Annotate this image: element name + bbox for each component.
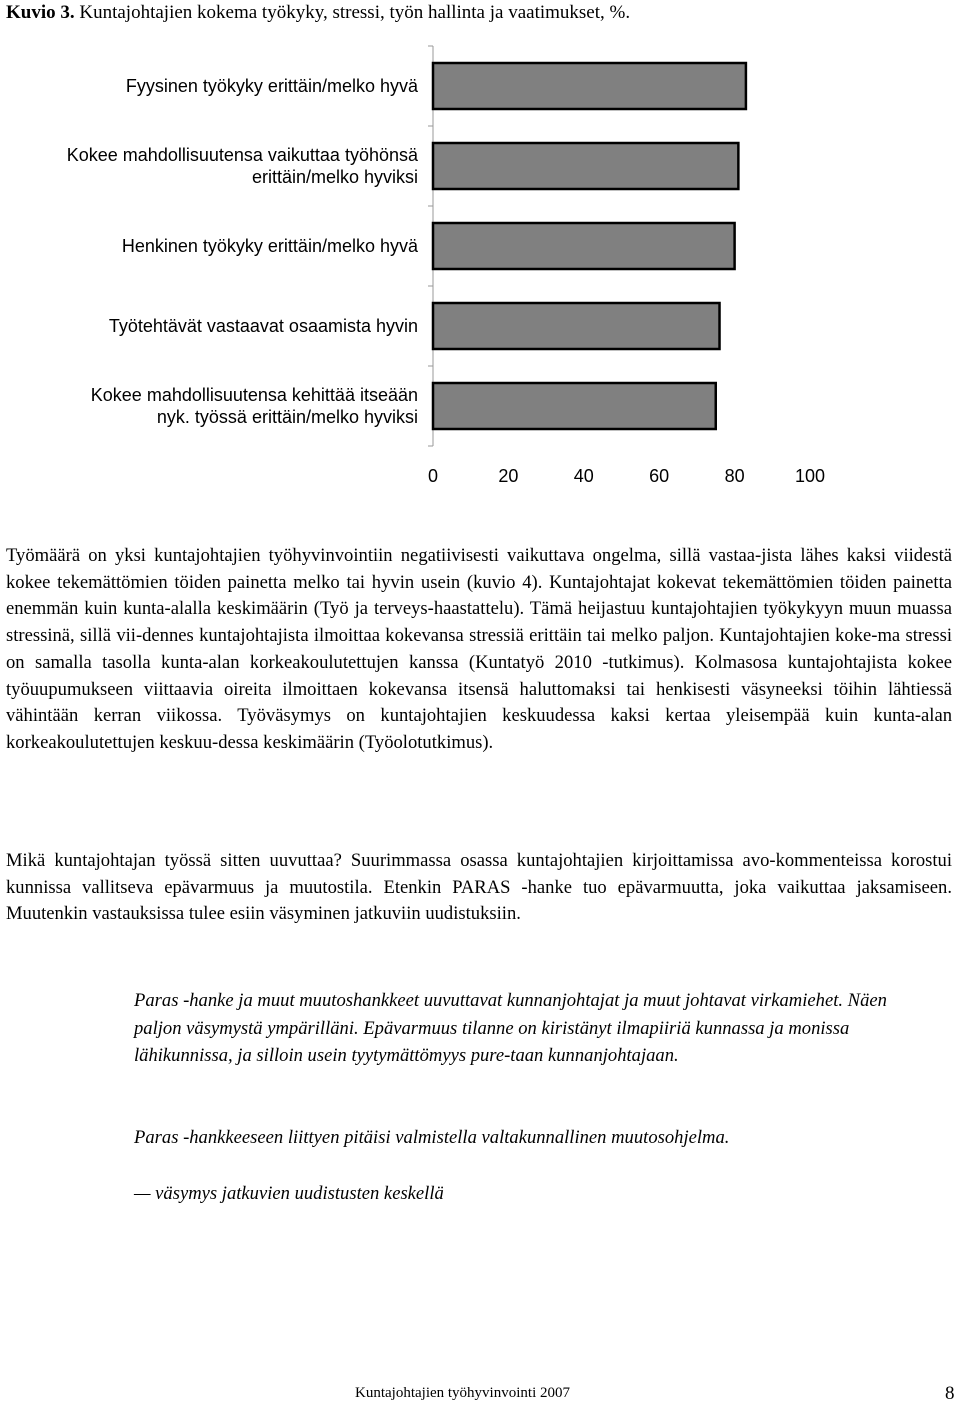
bar — [433, 303, 720, 349]
bar — [433, 383, 716, 429]
quote-1: Paras -hanke ja muut muutoshankkeet uuvuttavat kunnanjohtajat ja muut johtavat virkamiehet. Näen paljon väsymystä ympärilläni. Epävarmuus tilanne on kiristänyt ilmapiiriä kunnassa ja monissa lähikunnissa, ja silloin usein tyytymättömyys pure-taan kunnanjohtajaan. — [134, 990, 887, 1066]
chart-tick-labels — [428, 466, 825, 486]
x-tick-label: 40 — [573, 466, 594, 486]
category-label: Henkinen työkyky erittäin/melko hyvä — [121, 236, 418, 256]
category-label: Työtehtävät vastaavat osaamista hyvin — [108, 316, 418, 336]
category-label: Kokee mahdollisuutensa kehittää itseään — [90, 385, 418, 405]
bar — [433, 63, 746, 109]
quote-2: Paras -hankkeeseen liittyen pitäisi valmistella valtakunnallinen muutosohjelma. — [134, 1127, 730, 1148]
x-tick-label: 60 — [649, 466, 670, 486]
x-tick-label: 100 — [794, 466, 826, 486]
chart-bars — [433, 63, 746, 429]
category-label: erittäin/melko hyviksi — [251, 167, 418, 187]
chart-category-labels — [67, 76, 419, 427]
category-label: Fyysinen työkyky erittäin/melko hyvä — [125, 76, 418, 96]
x-tick-label: 80 — [724, 466, 745, 486]
x-tick-label: 20 — [498, 466, 519, 486]
quote-3: — väsymys jatkuvien uudistusten keskellä — [134, 1183, 444, 1204]
paragraph-1: Työmäärä on yksi kuntajohtajien työhyvinvointiin negatiivisesti vaikuttava ongelma, sillä vastaa-jista lähes kaksi viidestä kokee tekemättömien töiden painetta melko tai hyvin usein (kuvio 4). Kuntajohtajat kokevat tekemättömien töiden painetta enemmän kuin kunta-alalla keskimäärin (Työ ja terveys-haastattelu). Tämä heijastuu kuntajohtajien työkykyyn muun muassa stressinä, sillä vii-dennes kuntajohtajista ilmoittaa kokevansa stressiä erittäin tai melko paljon. Kuntajohtajien koke-ma stressi on samalla tasolla kunta-alan korkeakoulutettujen kanssa (Kuntatyö 2010 -tutkimus). Kolmasosa kuntajohtajista kokee työuupumukseen viittaavia oireita ilmoittaen kokevansa itsensä haluttomaksi tai henkisesti väsyneeksi töihin lähtiessä vähintään kerran viikossa. Työväsymys on kuntajohtajien keskuudessa kaksi kertaa yleisempää kuin kunta-alan korkeakoulutettujen keskuu-dessa keskimäärin (Työolotutkimus). — [6, 545, 952, 753]
x-tick-label: 0 — [427, 466, 439, 486]
category-label: Kokee mahdollisuutensa vaikuttaa työhönsä — [66, 145, 418, 165]
figure-caption-label: Kuvio 3. — [6, 2, 75, 23]
figure-caption-text: Kuntajohtajien kokema työkyky, stressi, työn hallinta ja vaatimukset, %. — [74, 2, 631, 23]
figure-caption — [6, 0, 630, 26]
bar — [433, 143, 738, 189]
page-number: 8 — [945, 1383, 955, 1404]
bar — [433, 223, 735, 269]
paragraph-2: Mikä kuntajohtajan työssä sitten uuvuttaa? Suurimmassa osassa kuntajohtajien kirjoittamissa avo-kommenteissa korostui kunnissa vallitseva epävarmuus ja muutostila. Etenkin PARAS -hanke tuo epävarmuutta, joka vaikuttaa jaksamiseen. Muutenkin vastauksissa tulee esiin väsyminen jatkuviin uudistuksiin. — [6, 850, 952, 925]
category-label: nyk. työssä erittäin/melko hyviksi — [156, 407, 418, 427]
page-footer: Kuntajohtajien työhyvinvointi 2007 — [355, 1385, 570, 1401]
bar-chart — [0, 40, 960, 500]
